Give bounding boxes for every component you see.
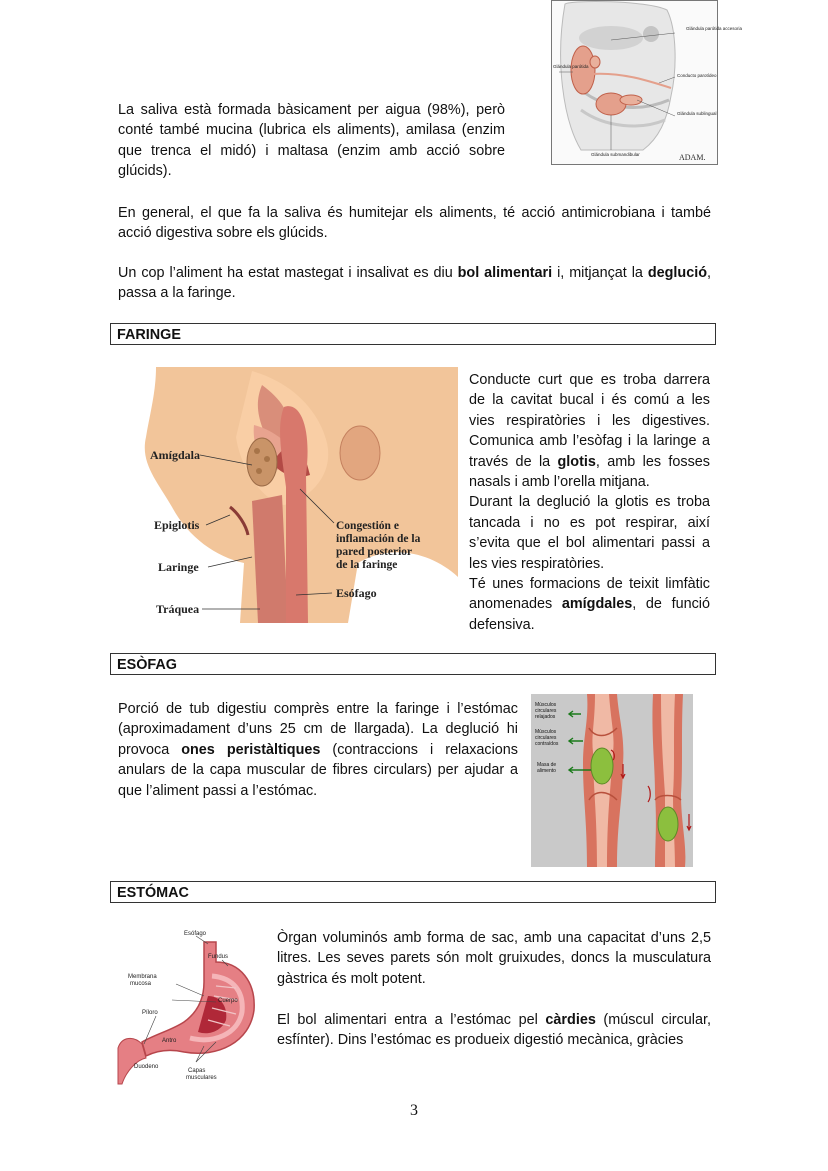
label-laringe: Laringe — [158, 560, 199, 574]
term-ones-peristaltiques: ones peristàltiques — [181, 741, 321, 758]
label-masa-alimento: alimento — [537, 768, 556, 774]
label-musculos-contraidos: contraídos — [535, 741, 559, 747]
adam-logo: ADAM. — [679, 153, 706, 162]
label-parotida: Glándula parótida — [553, 64, 589, 69]
faringe-text-part: , amb les fosses nasals i amb l’orella mitjana. — [469, 453, 710, 491]
term-glotis: glotis — [557, 453, 596, 470]
term-bol-alimentari: bol alimentari — [457, 265, 553, 281]
salivary-glands-figure — [551, 0, 743, 165]
label-membrana-mucosa: mucosa — [130, 981, 152, 987]
label-masa-alimento: Masa de — [537, 762, 557, 768]
label-congestion: inflamación de la — [336, 533, 421, 545]
pharynx-figure — [112, 367, 458, 623]
faringe-text-part: Té unes formacions de teixit limfàtic anomenades — [469, 576, 710, 613]
section-header-esofag: ESÒFAG — [110, 653, 716, 675]
term-deglucio: deglució — [647, 265, 707, 281]
term-cardies: càrdies — [545, 1012, 596, 1028]
estomac-text-part: (múscul circular, esfínter). Dins l’estómac es produeix digestió mecànica, gràcies — [277, 1012, 711, 1049]
label-conducto-parotideo: Conducto parotídeo — [677, 73, 717, 78]
label-sublingual: Glándula sublingual — [677, 111, 717, 116]
label-musculos-relajados: Músculos — [535, 702, 557, 708]
saliva-composition-text: La saliva està formada bàsicament per aigua (98%), però conté també mucina (lubrica els aliments), amilasa (enzim que trenca el midó) i maltasa (enzim amb acció sobre glúcids). — [118, 102, 505, 180]
faringe-text-part: Durant la deglució la glotis es troba tancada i no es pot respirar, així s’evita que el bol alimentari passi a les vies respiratòries. — [469, 494, 710, 572]
stomach-figure — [116, 926, 268, 1086]
label-musculos-contraidos: Músculos — [535, 729, 557, 735]
label-capas-musculares: Capas — [188, 1068, 206, 1074]
bolus-text-part: i, mitjançat la — [552, 265, 648, 281]
esofag-text-part: (contraccions i relaxacions anulars de la capa muscular de fibres circulars) per ajudar a que l’aliment passi a l’estómac. — [118, 741, 518, 799]
label-antro: Antro — [162, 1038, 177, 1044]
label-amigdala: Amígdala — [150, 448, 201, 462]
estomac-digestion-text — [277, 1010, 711, 1051]
estomac-description: Òrgan voluminós amb forma de sac, amb una capacitat d’uns 2,5 litres. Les seves parets són molt gruixudes, doncs la musculatura gàstrica és molt potent. — [277, 930, 711, 987]
label-congestion: Congestión e — [336, 520, 399, 532]
bolus-text — [118, 263, 711, 304]
saliva-function-text: En general, el que fa la saliva és humitejar els aliments, té acció antimicrobiana i també acció digestiva sobre els glúcids. — [118, 205, 711, 242]
label-piloro: Píloro — [142, 1010, 158, 1016]
bolus-text-part: Un cop l’aliment ha estat mastegat i insalivat es diu — [118, 265, 458, 281]
label-submandibular: Glándula submandibular — [591, 152, 640, 157]
section-header-faringe: FARINGE — [110, 323, 716, 345]
label-cuerpo: Cuerpo — [218, 998, 238, 1004]
label-capas-musculares: musculares — [186, 1075, 217, 1081]
esofag-text-part: Porció de tub digestiu comprès entre la faringe i l’estómac (aproximadament d’uns 25 cm de llargada). La deglució hi provoca — [118, 701, 518, 758]
term-amigdales: amígdales — [561, 596, 633, 613]
label-epiglotis: Epiglotis — [154, 518, 200, 532]
label-traquea: Tráquea — [156, 602, 200, 616]
label-duodeno: Duodeno — [134, 1064, 159, 1070]
label-esofago: Esófago — [336, 586, 377, 600]
label-esofago: Esófago — [184, 931, 207, 937]
esofag-description — [118, 699, 518, 801]
bolus-text-part: , passa a la faringe. — [118, 265, 711, 302]
faringe-description — [469, 370, 710, 635]
faringe-text-part: , de funció defensiva. — [469, 596, 710, 633]
label-musculos-contraidos: circulares — [535, 735, 557, 741]
section-header-estomac: ESTÓMAC — [110, 881, 716, 903]
label-parotida-accesoria: Glándula parótida accesoria — [686, 26, 743, 31]
label-congestion: de la faringe — [336, 559, 398, 571]
page-number: 3 — [410, 1102, 418, 1119]
label-fundus: Fundus — [208, 954, 229, 960]
label-congestion: pared posterior — [336, 546, 413, 558]
estomac-text-part: El bol alimentari entra a l’estómac pel — [277, 1012, 546, 1028]
label-musculos-relajados: circulares — [535, 708, 557, 714]
label-membrana-mucosa: Membrana — [128, 974, 157, 980]
label-musculos-relajados: relajados — [535, 714, 556, 720]
peristalsis-figure — [531, 694, 693, 867]
faringe-text-part: Conducte curt que es troba darrera de la cavitat bucal i és comú a les vies respiratòries i les digestives. Comunica amb l’esòfag i la laringe a través de la — [469, 372, 710, 470]
